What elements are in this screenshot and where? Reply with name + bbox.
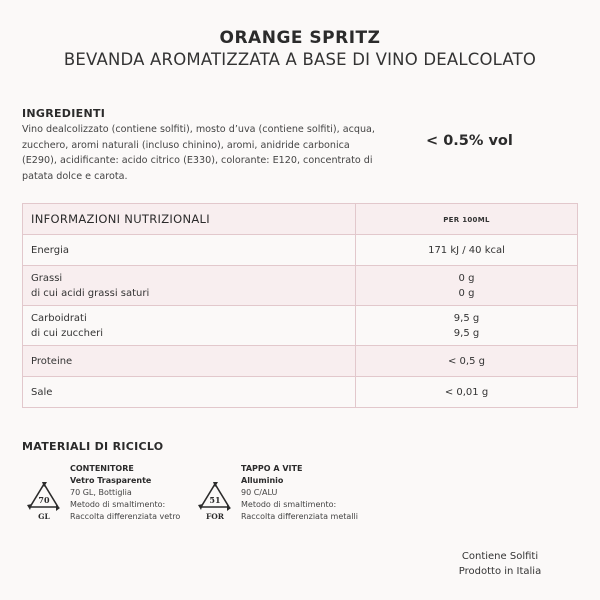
recycling-material: Alluminio <box>241 476 284 485</box>
nutrition-row-fat <box>23 266 578 306</box>
nutrition-row-protein <box>23 346 578 377</box>
recycling-abbr: FOR <box>205 512 225 521</box>
ingredients-line: (E290), acidificante: acido citrico (E330), colorante: E120, concentrato di <box>22 155 373 166</box>
recycling-method: Metodo di smaltimento: <box>70 500 166 509</box>
nutrition-label: Energia <box>23 235 356 266</box>
ingredients-line: patata dolce e carota. <box>22 170 128 182</box>
nutrition-header-label <box>23 204 356 235</box>
nutrition-sublabel: di cui acidi grassi saturi <box>31 287 150 299</box>
nutrition-row-salt <box>23 377 578 408</box>
recycling-method: Metodo di smaltimento: <box>241 500 337 509</box>
recycling-abbr: GL <box>38 512 50 521</box>
recycling-aluminium-icon <box>193 479 237 523</box>
nutrition-header-per <box>356 204 578 235</box>
nutrition-row-energy <box>23 235 578 266</box>
recycling-code: 51 <box>209 495 221 505</box>
recycling-heading: MATERIALI DI RICICLO <box>22 440 164 453</box>
nutrition-label: Proteine <box>23 346 356 377</box>
nutrition-table <box>22 203 578 408</box>
nutrition-label-cell <box>23 306 356 346</box>
recycling-spec: 70 GL, Bottiglia <box>70 488 132 497</box>
nutrition-label-cell <box>23 266 356 306</box>
ingredients-line: zucchero, aromi naturali (incluso chinino), aromi, anidride carbonica <box>22 139 350 151</box>
nutrition-subvalue: 0 g <box>458 287 475 299</box>
alcohol-content: < 0.5% vol <box>426 133 513 149</box>
product-subtitle: BEVANDA AROMATIZZATA A BASE DI VINO DEALCOLATO <box>63 50 537 69</box>
recycling-code: 70 <box>38 495 50 505</box>
recycling-text <box>241 463 358 523</box>
nutrition-value: 171 kJ / 40 kcal <box>356 235 578 266</box>
nutrition-label: Grassi <box>31 272 63 284</box>
nutrition-header-per-text: PER 100ML <box>443 215 490 224</box>
recycling-title: TAPPO A VITE <box>241 464 303 473</box>
nutrition-header-row <box>23 204 578 235</box>
footer-sulfites: Contiene Solfiti <box>461 551 539 562</box>
nutrition-header-label-text: INFORMAZIONI NUTRIZIONALI <box>31 212 210 226</box>
nutrition-subvalue: 9,5 g <box>453 327 480 339</box>
footer-origin: Prodotto in Italia <box>458 566 542 577</box>
ingredients-line: Vino dealcolizzato (contiene solfiti), mosto d’uva (contiene solfiti), acqua, <box>22 124 375 135</box>
footer-notes <box>430 549 570 579</box>
recycling-text <box>70 463 180 523</box>
nutrition-row-carbs <box>23 306 578 346</box>
nutrition-value-cell <box>356 306 578 346</box>
nutrition-value-cell <box>356 266 578 306</box>
nutrition-sublabel: di cui zuccheri <box>31 327 104 339</box>
recycling-disposal: Raccolta differenziata metalli <box>241 512 358 521</box>
ingredients-heading: INGREDIENTI <box>22 107 106 120</box>
nutrition-value: < 0,01 g <box>356 377 578 408</box>
product-title: ORANGE SPRITZ <box>219 28 381 48</box>
nutrition-label: Carboidrati <box>31 312 87 324</box>
ingredients-text <box>22 122 412 184</box>
nutrition-value: 9,5 g <box>453 312 480 324</box>
recycling-disposal: Raccolta differenziata vetro <box>70 512 181 521</box>
recycling-glass-icon <box>22 479 66 523</box>
nutrition-label: Sale <box>23 377 356 408</box>
nutrition-value: 0 g <box>458 272 475 284</box>
recycling-spec: 90 C/ALU <box>241 488 278 497</box>
recycling-title: CONTENITORE <box>70 464 134 473</box>
recycling-material: Vetro Trasparente <box>70 476 152 485</box>
nutrition-value: < 0,5 g <box>356 346 578 377</box>
